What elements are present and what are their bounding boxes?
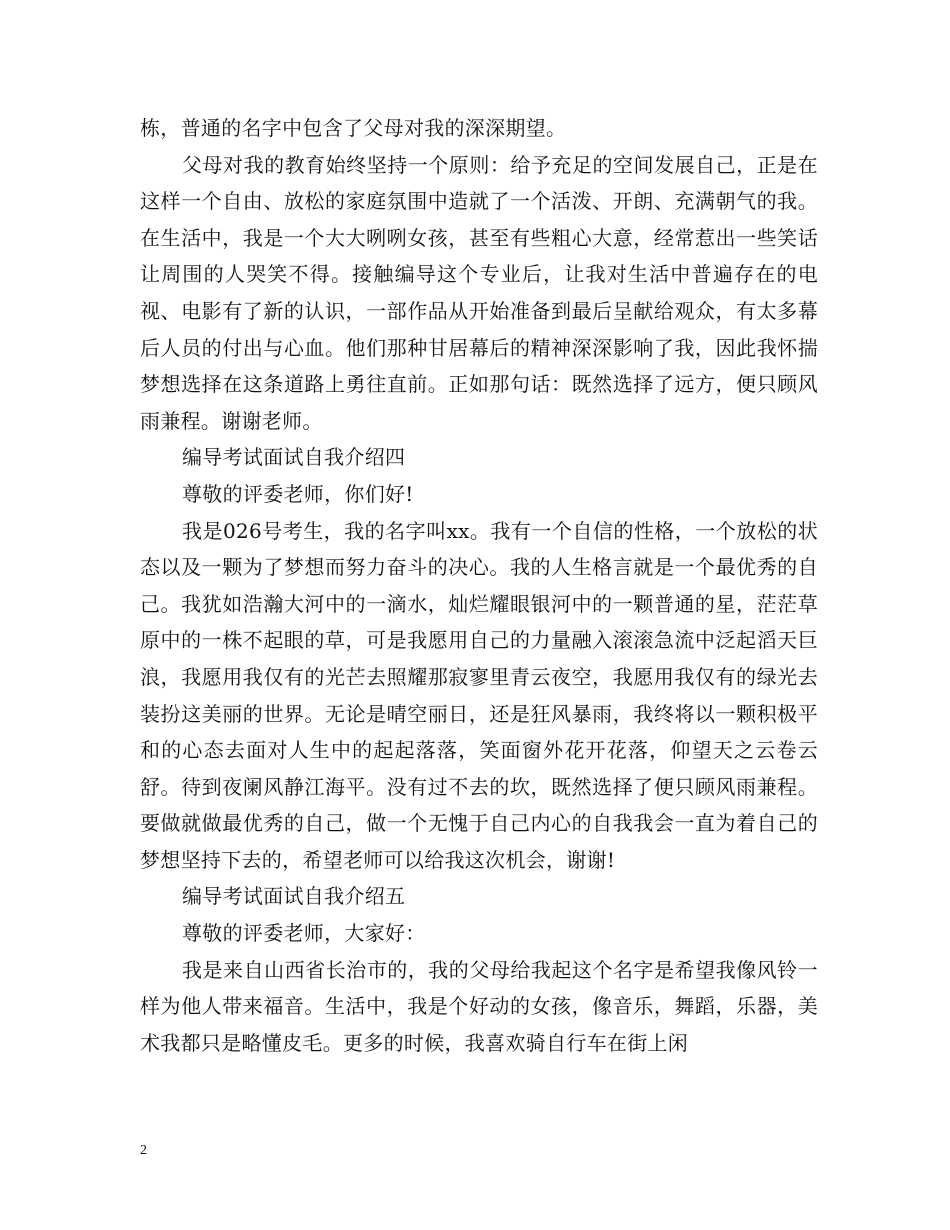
greeting-four: 尊敬的评委老师，你们好! xyxy=(182,481,414,506)
paragraph-continuation: 栋，普通的名字中包含了父母对我的深深期望。 xyxy=(140,116,567,140)
section-heading-five: 编导考试面试自我介绍五 xyxy=(182,884,406,909)
paragraph-self-introduction-four: 我是026号考生，我的名字叫xx。我有一个自信的性格，一个放松的状态以及一颗为了梦想而努力奋斗的决心。我的人生格言就是一个最优秀的自己。我犹如浩瀚大河中的一滴水，灿烂耀眼银河中的一颗普通的星，茫茫草原中的一株不起眼的草，可是我愿用自己的力量融入滚滚急流中泛起滔天巨浪，我愿用我仅有的光芒去照耀那寂寥里青云夜空，我愿用我仅有的绿光去装扮这美丽的世界。无论是晴空丽日，还是狂风暴雨，我终将以一颗积极平和的心态去面对人生中的起起落落，笑面窗外花开花落，仰望天之云卷云舒。待到夜阑风静江海平。没有过不去的坎，既然选择了便只顾风雨兼程。要做就做最优秀的自己，做一个无愧于自己内心的自我我会一直为着自己的梦想坚持下去的，希望老师可以给我这次机会，谢谢! xyxy=(140,518,818,872)
paragraph-self-introduction-five: 我是来自山西省长治市的，我的父母给我起这个名字是希望我像风铃一样为他人带来福音。生活中，我是个好动的女孩，像音乐，舞蹈，乐器，美术我都只是略懂皮毛。更多的时候，我喜欢骑自行车在街上闲 xyxy=(140,957,818,1055)
greeting-five: 尊敬的评委老师，大家好： xyxy=(182,921,426,946)
document-body xyxy=(140,110,818,1061)
section-heading-four: 编导考试面试自我介绍四 xyxy=(182,445,406,470)
paragraph-education-principle: 父母对我的教育始终坚持一个原则：给予充足的空间发展自己，正是在这样一个自由、放松的家庭氛围中造就了一个活泼、开朗、充满朝气的我。在生活中，我是一个大大咧咧女孩，甚至有些粗心大意，经常惹出一些笑话让周围的人哭笑不得。接触编导这个专业后，让我对生活中普遍存在的电视、电影有了新的认识，一部作品从开始准备到最后呈献给观众，有太多幕后人员的付出与心血。他们那种甘居幕后的精神深深影响了我，因此我怀揣梦想选择在这条道路上勇往直前。正如那句话：既然选择了远方，便只顾风雨兼程。谢谢老师。 xyxy=(140,152,818,433)
page-number: 2 xyxy=(140,1143,147,1158)
